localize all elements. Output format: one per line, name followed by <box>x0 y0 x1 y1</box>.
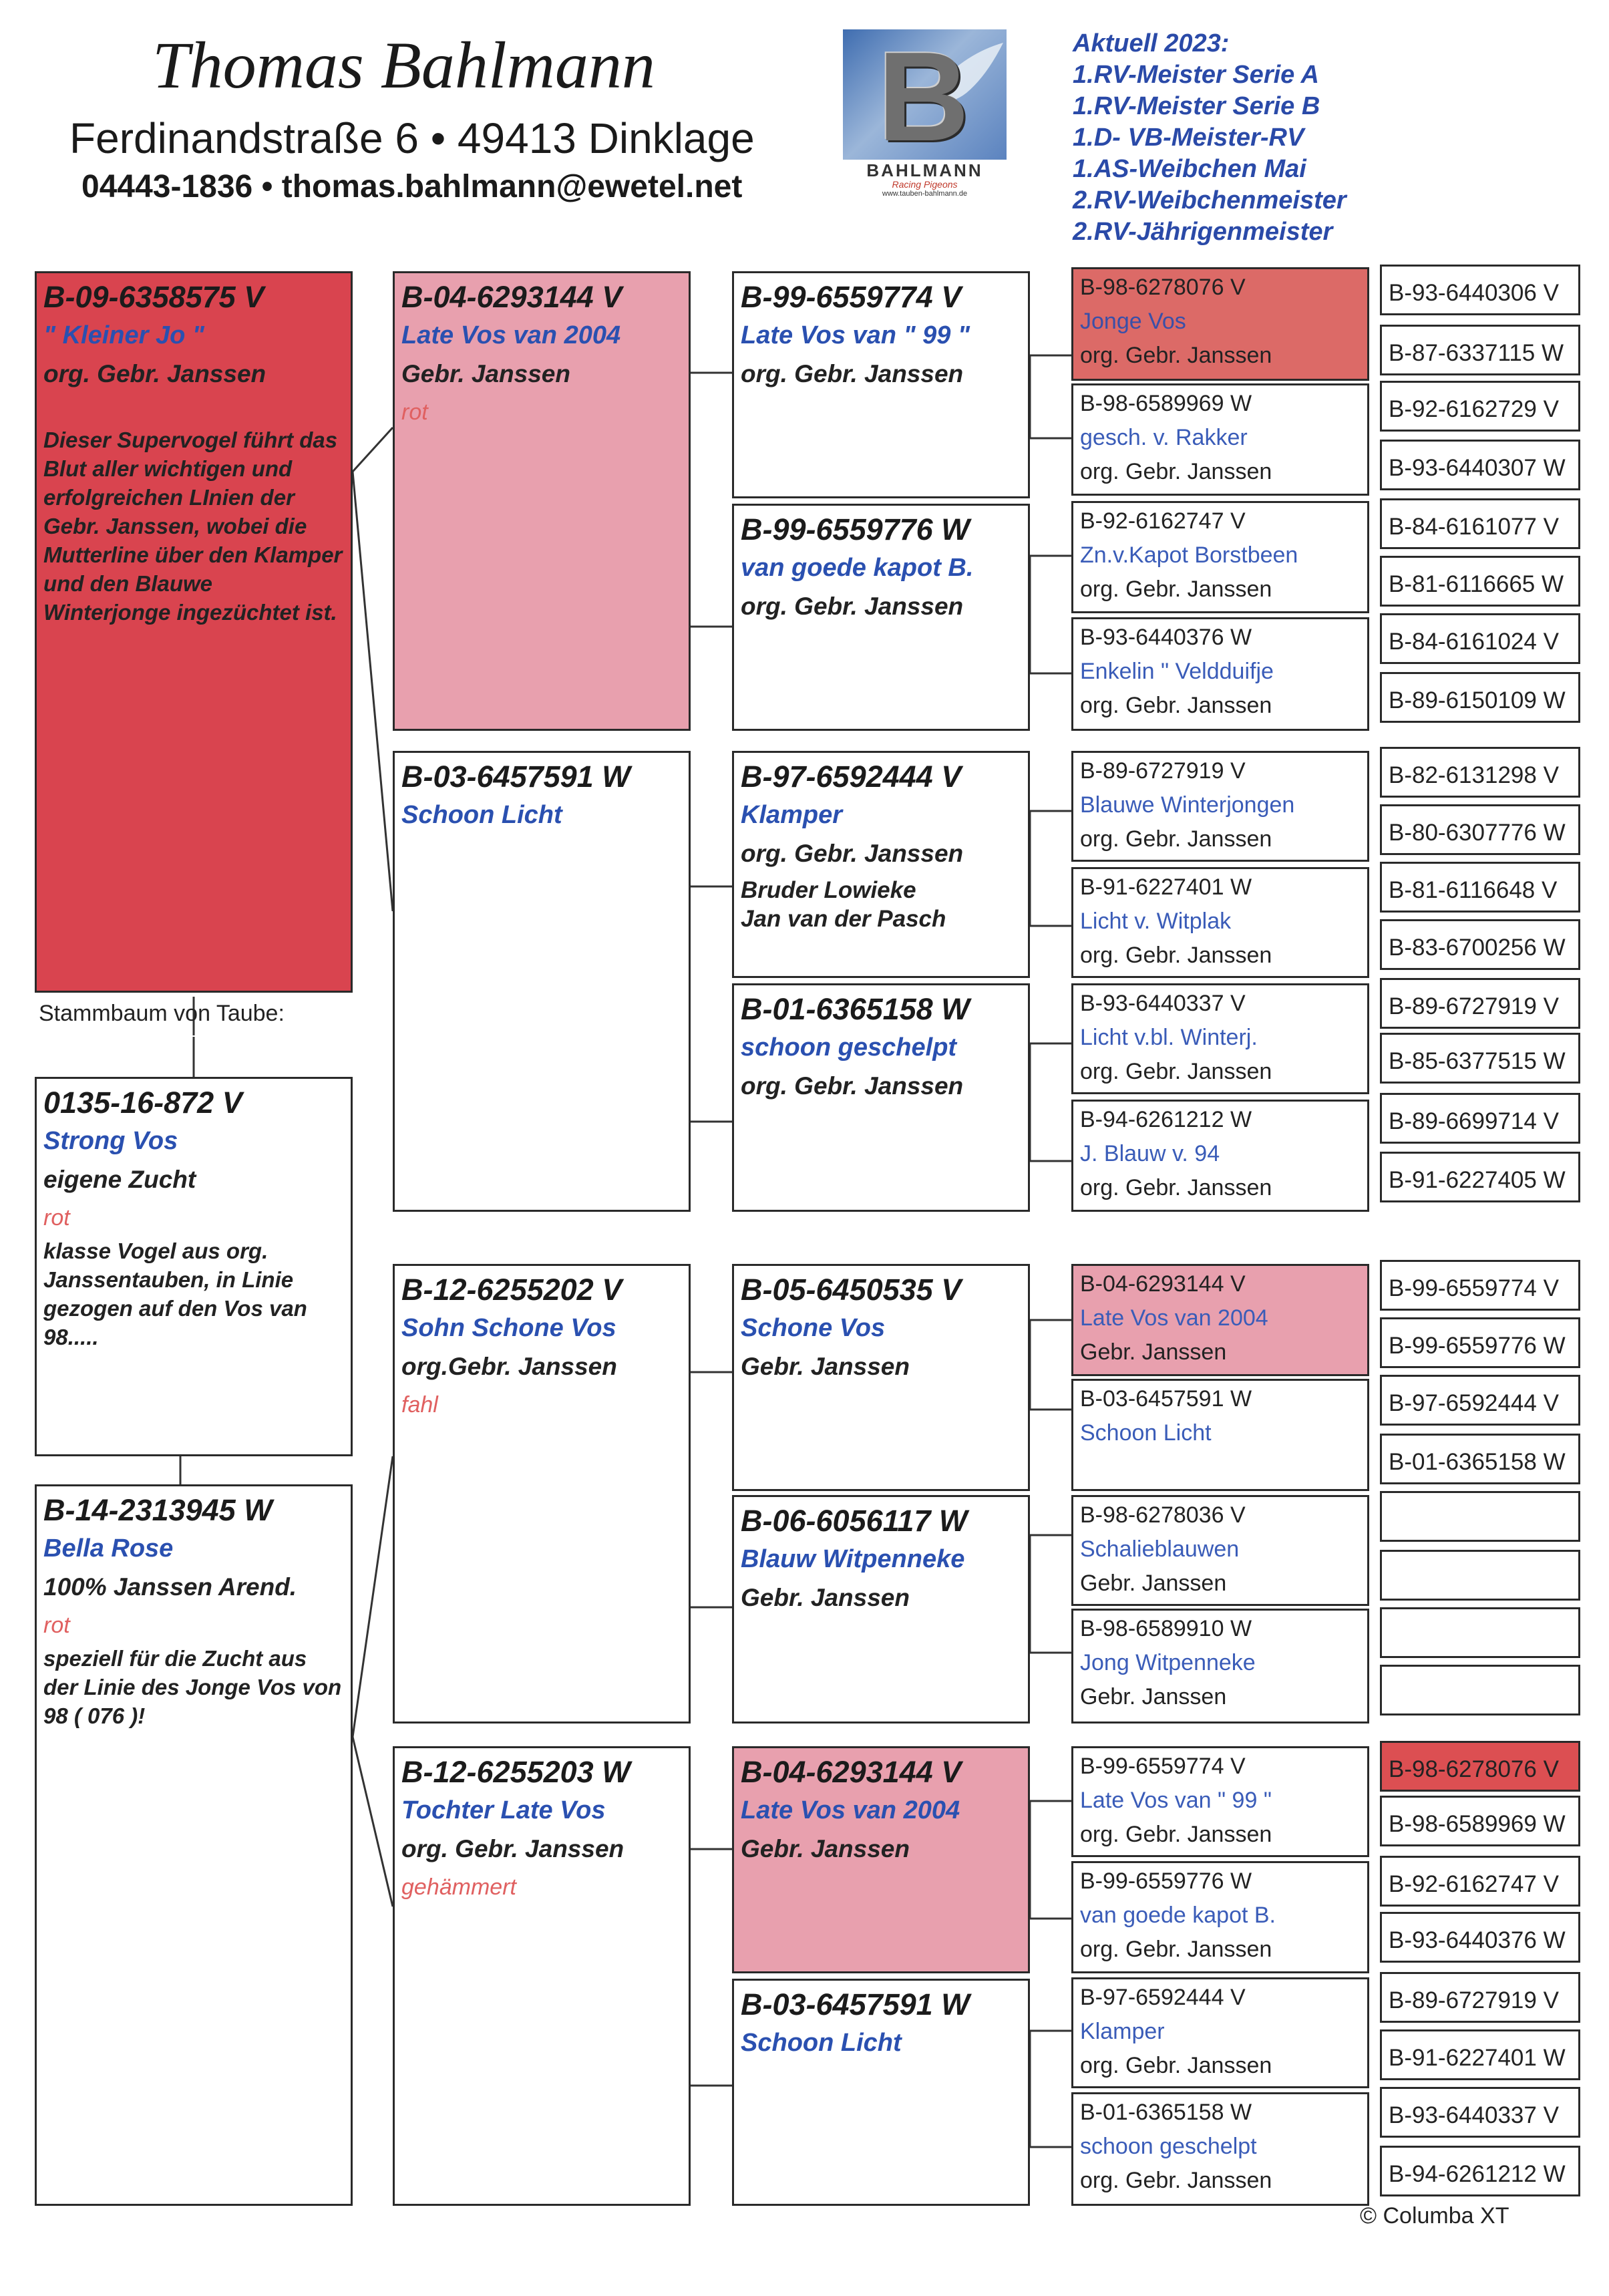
gen5-cell[interactable]: B-99-6559776 W <box>1380 1317 1580 1368</box>
award-item: 1.RV-Meister Serie A <box>1073 61 1319 89</box>
gen4-card[interactable] <box>1071 501 1369 613</box>
breeder-name: Thomas Bahlmann <box>152 28 655 102</box>
gen4-card[interactable] <box>1071 751 1369 862</box>
gen4-ring: B-92-6162747 V <box>1080 508 1246 534</box>
gen4-card[interactable] <box>1071 1609 1369 1724</box>
subject-card[interactable] <box>35 1077 353 1456</box>
gen5-cell[interactable]: B-92-6162747 V <box>1380 1856 1580 1907</box>
gen5-cell[interactable]: B-81-6116648 V <box>1380 862 1580 913</box>
dam-color: rot <box>43 1613 70 1638</box>
gen4-ring: B-93-6440337 V <box>1080 991 1246 1016</box>
award-item: 2.RV-Weibchenmeister <box>1073 186 1347 214</box>
gen4-card[interactable] <box>1071 867 1369 978</box>
gen3-name: van goede kapot B. <box>741 554 974 582</box>
gen3-card[interactable] <box>732 271 1030 498</box>
subject-name: Strong Vos <box>43 1127 178 1155</box>
gen4-card[interactable] <box>1071 267 1369 381</box>
gen5-cell[interactable]: B-84-6161024 V <box>1380 613 1580 664</box>
gen5-cell[interactable]: B-83-6700256 W <box>1380 919 1580 970</box>
gen2-card[interactable] <box>393 1746 691 2206</box>
gen4-origin: org. Gebr. Janssen <box>1080 693 1272 718</box>
gen5-cell[interactable]: B-94-6261212 W <box>1380 2146 1580 2196</box>
gen4-ring: B-91-6227401 W <box>1080 874 1252 900</box>
gen4-name: Klamper <box>1080 2019 1165 2044</box>
gen5-cell[interactable]: B-87-6337115 W <box>1380 325 1580 375</box>
gen4-origin: org. Gebr. Janssen <box>1080 577 1272 602</box>
sire-card[interactable] <box>35 271 353 993</box>
gen3-name: Schone Vos <box>741 1314 886 1342</box>
gen4-origin: org. Gebr. Janssen <box>1080 343 1272 368</box>
gen4-ring: B-98-6278076 V <box>1080 275 1246 300</box>
gen3-card[interactable] <box>732 504 1030 731</box>
subject-color: rot <box>43 1205 70 1231</box>
gen4-origin: org. Gebr. Janssen <box>1080 1175 1272 1200</box>
gen4-name: Late Vos van " 99 " <box>1080 1788 1272 1813</box>
gen2-color: rot <box>401 399 428 425</box>
gen4-ring: B-01-6365158 W <box>1080 2100 1252 2125</box>
dam-card[interactable] <box>35 1484 353 2206</box>
gen4-name: Enkelin " Veldduifje <box>1080 659 1274 684</box>
gen5-cell[interactable]: B-99-6559774 V <box>1380 1260 1580 1311</box>
logo-tagline: Racing Pigeons <box>892 179 958 190</box>
gen4-origin: Gebr. Janssen <box>1080 1571 1227 1596</box>
gen4-ring: B-98-6589969 W <box>1080 391 1252 416</box>
gen2-ring: B-03-6457591 W <box>401 760 631 794</box>
gen4-ring: B-97-6592444 V <box>1080 1985 1246 2010</box>
award-item: 2.RV-Jährigenmeister <box>1073 218 1333 246</box>
gen4-ring: B-94-6261212 W <box>1080 1107 1252 1132</box>
sire-origin: org. Gebr. Janssen <box>43 360 266 387</box>
gen4-name: Late Vos van 2004 <box>1080 1305 1268 1331</box>
gen5-cell[interactable] <box>1380 1550 1580 1601</box>
gen4-name: Licht v.bl. Winterj. <box>1080 1025 1258 1050</box>
gen2-name: Sohn Schone Vos <box>401 1314 616 1342</box>
gen4-card[interactable] <box>1071 1379 1369 1491</box>
gen3-origin: org. Gebr. Janssen <box>741 360 964 387</box>
gen3-note: Bruder Lowieke <box>741 877 916 903</box>
gen3-origin: org. Gebr. Janssen <box>741 593 964 620</box>
gen4-name: Blauwe Winterjongen <box>1080 792 1295 818</box>
gen2-card[interactable] <box>393 271 691 731</box>
gen3-card[interactable] <box>732 751 1030 978</box>
gen2-name: Tochter Late Vos <box>401 1796 606 1824</box>
gen4-name: Jong Witpenneke <box>1080 1650 1256 1675</box>
gen4-ring: B-93-6440376 W <box>1080 625 1252 650</box>
dam-origin: 100% Janssen Arend. <box>43 1573 297 1601</box>
awards-title: Aktuell 2023: <box>1073 29 1230 57</box>
gen3-card[interactable] <box>732 983 1030 1212</box>
gen3-ring: B-99-6559776 W <box>741 512 970 546</box>
gen4-origin: org. Gebr. Janssen <box>1080 2053 1272 2078</box>
gen5-cell[interactable]: B-93-6440337 V <box>1380 2087 1580 2138</box>
gen4-card[interactable] <box>1071 1977 1369 2088</box>
gen4-ring: B-99-6559776 W <box>1080 1868 1252 1894</box>
logo-brand: BAHLMANN <box>866 160 983 180</box>
gen2-color: gehämmert <box>401 1874 516 1900</box>
gen3-card[interactable] <box>732 1746 1030 1973</box>
sire-description: Dieser Supervogel führt das Blut aller wichtigen und erfolgreichen LInien der Gebr. Janssen, wobei die Mutterline über den Klamper und den Blauwe Winterjonge ingezüchtet ist. <box>43 428 343 625</box>
gen4-card[interactable] <box>1071 1495 1369 1606</box>
award-item: 1.D- VB-Meister-RV <box>1073 124 1304 152</box>
gen2-card[interactable] <box>393 1264 691 1724</box>
gen4-origin: org. Gebr. Janssen <box>1080 459 1272 484</box>
gen3-origin: org. Gebr. Janssen <box>741 1072 964 1100</box>
gen5-cell[interactable]: B-80-6307776 W <box>1380 804 1580 855</box>
gen4-name: J. Blauw v. 94 <box>1080 1141 1220 1166</box>
gen2-name: Late Vos van 2004 <box>401 321 621 349</box>
gen4-card[interactable] <box>1071 617 1369 731</box>
gen3-card[interactable] <box>732 1979 1030 2206</box>
gen5-cell[interactable]: B-91-6227401 W <box>1380 2029 1580 2080</box>
gen5-cell[interactable]: B-89-6150109 W <box>1380 672 1580 723</box>
gen4-name: Schalieblauwen <box>1080 1536 1240 1562</box>
gen3-origin: org. Gebr. Janssen <box>741 840 964 867</box>
gen5-cell[interactable]: B-89-6727919 V <box>1380 978 1580 1029</box>
gen2-name: Schoon Licht <box>401 801 562 829</box>
gen5-cell[interactable] <box>1380 1665 1580 1715</box>
gen4-origin: Gebr. Janssen <box>1080 1339 1227 1365</box>
gen3-name: Schoon Licht <box>741 2029 902 2057</box>
gen5-cell[interactable]: B-89-6727919 V <box>1380 1972 1580 2023</box>
gen3-name: Late Vos van 2004 <box>741 1796 960 1824</box>
gen4-ring: B-89-6727919 V <box>1080 758 1246 784</box>
gen4-origin: org. Gebr. Janssen <box>1080 2168 1272 2193</box>
gen2-ring: B-12-6255202 V <box>401 1273 622 1307</box>
gen4-name: Licht v. Witplak <box>1080 909 1232 934</box>
gen5-cell[interactable]: B-01-6365158 W <box>1380 1434 1580 1484</box>
award-item: 1.RV-Meister Serie B <box>1073 92 1320 120</box>
breeder-contact: 04443-1836 • thomas.bahlmann@ewetel.net <box>81 169 743 204</box>
gen3-origin: Gebr. Janssen <box>741 1584 910 1611</box>
gen5-cell[interactable]: B-91-6227405 W <box>1380 1152 1580 1202</box>
gen4-card[interactable] <box>1071 1746 1369 1857</box>
gen5-cell[interactable]: B-93-6440307 W <box>1380 440 1580 490</box>
gen5-cell[interactable] <box>1380 1607 1580 1658</box>
dam-name: Bella Rose <box>43 1534 174 1563</box>
gen3-card[interactable] <box>732 1495 1030 1724</box>
gen3-origin: Gebr. Janssen <box>741 1835 910 1862</box>
gen4-name: gesch. v. Rakker <box>1080 425 1248 450</box>
subject-origin: eigene Zucht <box>43 1166 196 1193</box>
gen4-ring: B-04-6293144 V <box>1080 1271 1246 1297</box>
gen4-card[interactable] <box>1071 1264 1369 1376</box>
gen4-origin: org. Gebr. Janssen <box>1080 1059 1272 1084</box>
dam-description: speziell für die Zucht aus der Linie des Jonge Vos von 98 ( 076 )! <box>43 1646 342 1728</box>
gen4-ring: B-98-6589910 W <box>1080 1616 1252 1641</box>
gen4-ring: B-98-6278036 V <box>1080 1502 1246 1528</box>
gen5-cell[interactable] <box>1380 1491 1580 1542</box>
gen2-ring: B-12-6255203 W <box>401 1755 631 1789</box>
dam-ring: B-14-2313945 W <box>43 1493 273 1527</box>
sire-ring: B-09-6358575 V <box>43 280 264 314</box>
gen5-cell[interactable]: B-93-6440306 V <box>1380 265 1580 315</box>
gen3-origin: Gebr. Janssen <box>741 1353 910 1380</box>
gen3-ring: B-06-6056117 W <box>741 1504 968 1538</box>
copyright-footer: © Columba XT <box>1360 2203 1509 2229</box>
gen4-origin: org. Gebr. Janssen <box>1080 826 1272 852</box>
gen4-ring: B-99-6559774 V <box>1080 1754 1246 1779</box>
gen4-card[interactable] <box>1071 983 1369 1094</box>
logo-letter: B <box>878 26 970 168</box>
gen5-cell[interactable]: B-98-6278076 V <box>1380 1741 1580 1792</box>
gen2-origin: org. Gebr. Janssen <box>401 1835 624 1862</box>
gen5-cell[interactable]: B-82-6131298 V <box>1380 747 1580 798</box>
gen5-cell[interactable]: B-93-6440376 W <box>1380 1912 1580 1963</box>
gen3-ring: B-05-6450535 V <box>741 1273 962 1307</box>
subject-ring: 0135-16-872 V <box>43 1086 242 1120</box>
gen2-origin: Gebr. Janssen <box>401 360 570 387</box>
gen3-card[interactable] <box>732 1264 1030 1491</box>
gen4-name: Jonge Vos <box>1080 309 1186 334</box>
gen4-card[interactable] <box>1071 1100 1369 1212</box>
pedigree-caption: Stammbaum von Taube: <box>39 1001 285 1026</box>
gen3-ring: B-99-6559774 V <box>741 280 962 314</box>
gen3-ring: B-97-6592444 V <box>741 760 962 794</box>
gen3-ring: B-03-6457591 W <box>741 1987 970 2021</box>
gen3-name: schoon geschelpt <box>741 1033 957 1061</box>
gen2-origin: org.Gebr. Janssen <box>401 1353 617 1380</box>
gen5-cell[interactable]: B-97-6592444 V <box>1380 1375 1580 1426</box>
gen5-cell[interactable]: B-89-6699714 V <box>1380 1093 1580 1144</box>
sire-name: " Kleiner Jo " <box>43 321 204 349</box>
gen4-origin: org. Gebr. Janssen <box>1080 1822 1272 1847</box>
gen3-ring: B-04-6293144 V <box>741 1755 962 1789</box>
gen5-cell[interactable]: B-84-6161077 V <box>1380 498 1580 549</box>
gen3-name: Blauw Witpenneke <box>741 1545 965 1573</box>
subject-description: klasse Vogel aus org. Janssentauben, in Linie gezogen auf den Vos van 98..... <box>43 1239 307 1349</box>
gen2-color: fahl <box>401 1392 438 1418</box>
gen3-name: Late Vos van " 99 " <box>741 321 970 349</box>
gen4-card[interactable] <box>1071 1861 1369 1973</box>
gen4-card[interactable] <box>1071 2092 1369 2206</box>
gen4-name: van goede kapot B. <box>1080 1903 1276 1928</box>
gen4-card[interactable] <box>1071 383 1369 496</box>
gen5-cell[interactable]: B-92-6162729 V <box>1380 381 1580 432</box>
gen4-origin: org. Gebr. Janssen <box>1080 943 1272 968</box>
gen3-ring: B-01-6365158 W <box>741 992 970 1026</box>
award-item: 1.AS-Weibchen Mai <box>1073 155 1306 183</box>
gen2-ring: B-04-6293144 V <box>401 280 622 314</box>
breeder-address: Ferdinandstraße 6 • 49413 Dinklage <box>69 114 755 162</box>
gen4-origin: org. Gebr. Janssen <box>1080 1937 1272 1962</box>
gen5-cell[interactable]: B-98-6589969 W <box>1380 1796 1580 1846</box>
gen5-cell[interactable]: B-81-6116665 W <box>1380 556 1580 607</box>
gen4-name: Zn.v.Kapot Borstbeen <box>1080 542 1298 568</box>
gen4-ring: B-03-6457591 W <box>1080 1386 1252 1412</box>
gen5-cell[interactable]: B-85-6377515 W <box>1380 1033 1580 1084</box>
gen4-origin: Gebr. Janssen <box>1080 1684 1227 1709</box>
gen3-note: Jan van der Pasch <box>741 906 946 932</box>
logo-url: www.tauben-bahlmann.de <box>882 190 968 198</box>
gen4-name: schoon geschelpt <box>1080 2134 1257 2159</box>
gen2-card[interactable] <box>393 751 691 1212</box>
gen4-name: Schoon Licht <box>1080 1420 1212 1446</box>
gen3-name: Klamper <box>741 801 843 829</box>
